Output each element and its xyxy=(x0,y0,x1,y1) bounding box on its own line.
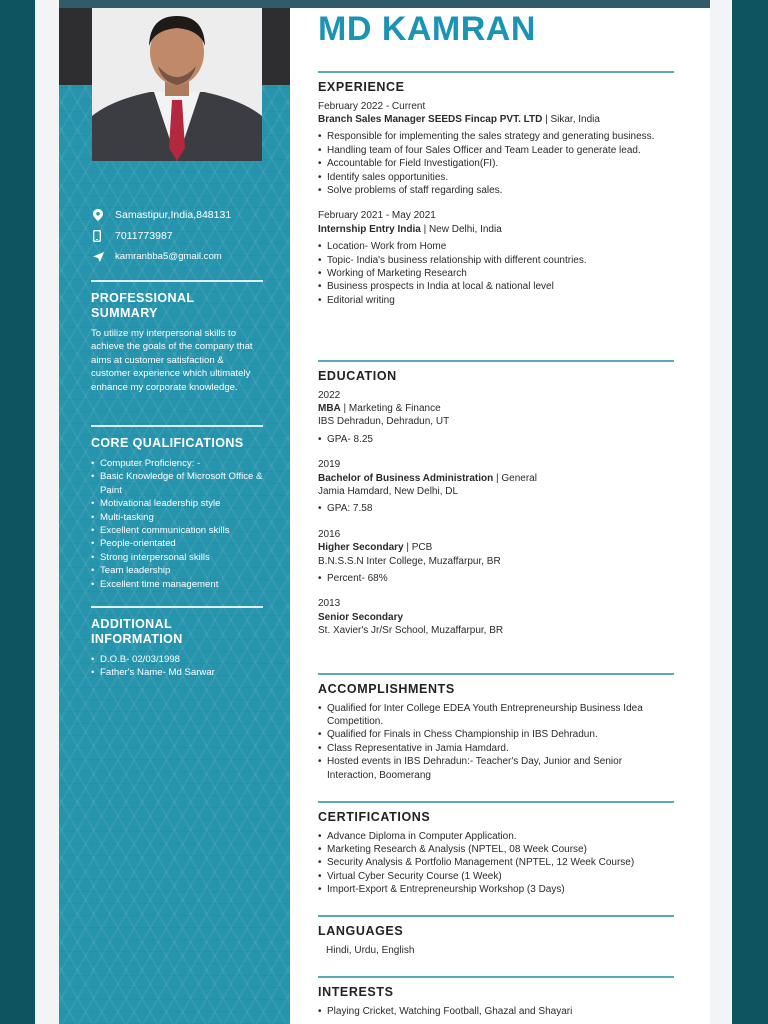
divider xyxy=(91,606,263,608)
certifications-heading: CERTIFICATIONS xyxy=(318,809,431,824)
list-item: • Marketing Research & Analysis (NPTEL, 08 Week Course) xyxy=(318,843,674,856)
score-list xyxy=(318,433,674,446)
professional-summary-section xyxy=(91,280,263,394)
job-bullets xyxy=(318,240,674,307)
degree: Higher Secondary xyxy=(318,542,404,554)
core-qualifications-heading: CORE QUALIFICATIONS xyxy=(91,436,244,450)
experience-entry xyxy=(318,209,674,307)
job-title: Internship Entry India xyxy=(318,223,421,235)
education-entry xyxy=(318,597,674,637)
professional-summary-heading: PROFESSIONAL SUMMARY xyxy=(91,291,195,320)
email-link[interactable]: kamranbba5@gmail.com xyxy=(115,251,222,262)
accomplishments-heading: ACCOMPLISHMENTS xyxy=(318,681,455,696)
education-entry xyxy=(318,458,674,516)
list-item: • Identify sales opportunities. xyxy=(318,171,674,184)
professional-summary-text: To utilize my interpersonal skills to achieve the goals of the company that aims at customer satisfaction & customer experience which ultimately enhance my corporate knowledge. xyxy=(91,328,253,393)
field: | General xyxy=(493,472,537,484)
frame-left xyxy=(0,0,35,1024)
divider xyxy=(318,360,674,362)
degree: Bachelor of Business Administration xyxy=(318,472,494,484)
education-entry xyxy=(318,528,674,586)
list-item: • Virtual Cyber Security Course (1 Week) xyxy=(318,870,674,883)
list-item: • Solve problems of staff regarding sales. xyxy=(318,184,674,197)
list-item: • People-orientated xyxy=(91,537,263,550)
interests-heading: INTERESTS xyxy=(318,984,394,999)
divider xyxy=(318,801,674,803)
contact-block xyxy=(93,204,283,267)
list-item: • Location- Work from Home xyxy=(318,240,674,253)
list-item: • Multi-tasking xyxy=(91,511,263,524)
phone-text[interactable]: 7011773987 xyxy=(115,229,173,242)
divider xyxy=(318,71,674,73)
core-qualifications-list xyxy=(91,457,263,591)
list-item: • D.O.B- 02/03/1998 xyxy=(91,653,263,666)
score: • GPA: 7.58 xyxy=(318,502,674,515)
phone-icon xyxy=(93,230,115,242)
contact-phone xyxy=(93,225,283,246)
languages-section xyxy=(318,915,674,957)
education-entry xyxy=(318,389,674,447)
contact-location xyxy=(93,204,283,225)
divider xyxy=(318,976,674,978)
send-icon xyxy=(93,252,115,262)
contact-email xyxy=(93,246,283,267)
school: IBS Dehradun, Dehradun, UT xyxy=(318,416,450,428)
location-text: Samastipur,India,848131 xyxy=(115,208,232,221)
additional-information-list xyxy=(91,653,263,680)
accomplishments-list xyxy=(318,702,674,782)
list-item: • Hosted events in IBS Dehradun:- Teacher's Day, Junior and Senior Interaction, Boomerang xyxy=(318,755,674,782)
core-qualifications-section xyxy=(91,425,263,591)
list-item: • Working of Marketing Research xyxy=(318,267,674,280)
list-item: • Team leadership xyxy=(91,564,263,577)
list-item: • Computer Proficiency: - xyxy=(91,457,263,470)
divider xyxy=(318,673,674,675)
list-item: • Business prospects in India at local & national level xyxy=(318,280,674,293)
job-location: | New Delhi, India xyxy=(420,223,502,235)
score: • Percent- 68% xyxy=(318,572,674,585)
school: St. Xavier's Jr/Sr School, Muzaffarpur, BR xyxy=(318,625,504,637)
job-bullets xyxy=(318,130,674,197)
frame-right xyxy=(732,0,768,1024)
interests-list xyxy=(318,1005,674,1018)
experience-section xyxy=(318,71,674,319)
accomplishments-section xyxy=(318,673,674,782)
frame-margin-left xyxy=(35,0,59,1024)
list-item: • Import-Export & Entrepreneurship Workshop (3 Days) xyxy=(318,883,674,896)
main-column xyxy=(290,8,710,1024)
divider xyxy=(91,425,263,427)
education-year: 2016 xyxy=(318,528,341,540)
degree: MBA xyxy=(318,402,341,414)
education-year: 2019 xyxy=(318,459,341,471)
additional-information-heading: ADDITIONAL INFORMATION xyxy=(91,617,183,646)
list-item: • Editorial writing xyxy=(318,294,674,307)
score: • GPA- 8.25 xyxy=(318,433,674,446)
education-year: 2013 xyxy=(318,598,341,610)
divider xyxy=(318,915,674,917)
job-title: Branch Sales Manager SEEDS Fincap PVT. LTD xyxy=(318,113,543,125)
job-dates: February 2022 - Current xyxy=(318,100,426,112)
list-item: • Topic- India's business relationship with different countries. xyxy=(318,254,674,267)
experience-entry xyxy=(318,100,674,198)
certifications-section xyxy=(318,801,674,897)
education-heading: EDUCATION xyxy=(318,368,397,383)
field: | PCB xyxy=(403,542,433,554)
additional-information-section xyxy=(91,606,263,680)
list-item: • Class Representative in Jamia Hamdard. xyxy=(318,742,674,755)
languages-text: Hindi, Urdu, English xyxy=(326,944,415,956)
list-item: • Father's Name- Md Sarwar xyxy=(91,666,263,679)
job-dates: February 2021 - May 2021 xyxy=(318,210,436,222)
list-item: • Strong interpersonal skills xyxy=(91,551,263,564)
school: Jamia Hamdard, New Delhi, DL xyxy=(318,485,459,497)
list-item: • Accountable for Field Investigation(FI). xyxy=(318,157,674,170)
score-list xyxy=(318,502,674,515)
list-item: • Qualified for Inter College EDEA Youth Entrepreneurship Business Idea Competition. xyxy=(318,702,674,729)
list-item: • Basic Knowledge of Microsoft Office & Paint xyxy=(91,470,263,497)
divider xyxy=(91,280,263,282)
school: B.N.S.S.N Inter College, Muzaffarpur, BR xyxy=(318,555,501,567)
frame-margin-right xyxy=(710,0,732,1024)
list-item: • Playing Cricket, Watching Football, Ghazal and Shayari xyxy=(318,1005,674,1018)
score-list xyxy=(318,572,674,585)
experience-heading: EXPERIENCE xyxy=(318,79,405,94)
degree: Senior Secondary xyxy=(318,611,404,623)
education-section xyxy=(318,360,674,650)
list-item: • Handling team of four Sales Officer and Team Leader to generate lead. xyxy=(318,144,674,157)
list-item: • Excellent time management xyxy=(91,578,263,591)
list-item: • Responsible for implementing the sales strategy and generating business. xyxy=(318,130,674,143)
sidebar xyxy=(59,8,290,1024)
list-item: • Security Analysis & Portfolio Management (NPTEL, 12 Week Course) xyxy=(318,856,674,869)
map-pin-icon xyxy=(93,209,115,221)
interests-section xyxy=(318,976,674,1018)
languages-heading: LANGUAGES xyxy=(318,923,404,938)
field: | Marketing & Finance xyxy=(340,402,441,414)
list-item: • Excellent communication skills xyxy=(91,524,263,537)
certifications-list xyxy=(318,830,674,897)
list-item: • Advance Diploma in Computer Application. xyxy=(318,830,674,843)
list-item: • Motivational leadership style xyxy=(91,497,263,510)
list-item: • Qualified for Finals in Chess Championship in IBS Dehradun. xyxy=(318,728,674,741)
page-title: MD KAMRAN xyxy=(318,10,536,48)
profile-photo xyxy=(92,8,262,161)
education-year: 2022 xyxy=(318,389,341,401)
job-location: | Sikar, India xyxy=(542,113,600,125)
